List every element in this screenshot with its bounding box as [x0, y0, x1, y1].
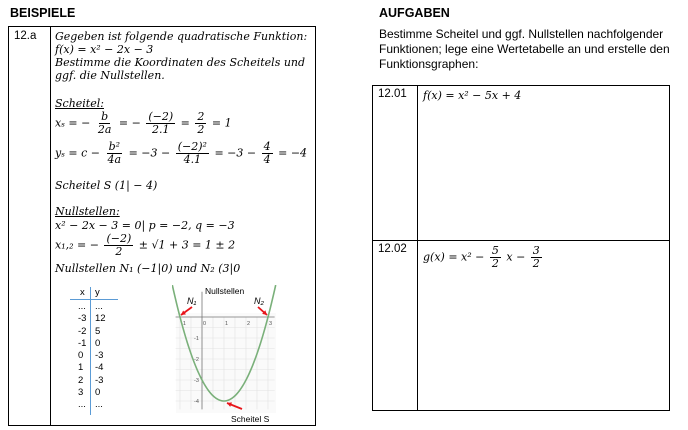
- xs-eq-2: = −: [118, 116, 141, 130]
- task2-prefix: g(x) = x² −: [423, 250, 485, 264]
- scheitel-heading: Scheitel:: [55, 97, 104, 110]
- table-cell-y: 0: [95, 387, 101, 399]
- intro-line-3: Bestimme die Koordinaten des Scheitels und: [55, 56, 306, 69]
- ys-result: = −4: [278, 146, 308, 160]
- xs-equation: [55, 111, 232, 136]
- xs-fraction-1: $\frac{b}{2a}$: [97, 110, 112, 136]
- value-table: [70, 287, 120, 417]
- x-tick-label: 1: [225, 321, 229, 327]
- task2-formula: [423, 245, 544, 270]
- n1-label: N₁: [187, 296, 197, 306]
- table-cell-x: 3: [78, 387, 84, 399]
- nullstellen-result: Nullstellen N₁ (−1|0) und N₂ (3|0: [55, 262, 241, 275]
- table-cell-x: 2: [78, 374, 84, 386]
- tasks-row-separator: [372, 240, 670, 241]
- parabola-graph: [172, 285, 302, 425]
- xs-fraction-2: $\frac{(-2)}{2.1}$: [148, 110, 174, 136]
- x12-label: x₁,₂ = −: [55, 238, 99, 252]
- table-cell-x: -1: [78, 337, 87, 349]
- ys-equation: [55, 141, 307, 166]
- aufgaben-heading: AUFGABEN: [379, 6, 450, 20]
- xs-eq-3: =: [180, 116, 190, 130]
- nullstellen-heading: Nullstellen:: [55, 205, 120, 218]
- table-cell-x: ...: [78, 301, 86, 312]
- table-header-y: y: [95, 287, 100, 298]
- value-table-column-rule: [90, 287, 91, 415]
- scheitel-label: Scheitel S: [231, 414, 270, 424]
- y-tick-label: -4: [194, 399, 199, 405]
- xs-fraction-3: $\frac{2}{2}$: [197, 110, 205, 136]
- intro-line-4: ggf. die Nullstellen.: [55, 69, 165, 82]
- task2-mid: x −: [506, 250, 526, 264]
- x-tick-label: -1: [181, 321, 186, 327]
- x-tick-label: 0: [203, 321, 207, 327]
- x12-fraction: $\frac{(-2)}{2}$: [106, 232, 132, 258]
- ys-eq-3: = −3 −: [214, 146, 257, 160]
- ys-fraction-3: $\frac{4}{4}$: [263, 140, 271, 166]
- beispiele-heading: BEISPIELE: [10, 6, 76, 20]
- table-cell-x: 1: [78, 362, 84, 374]
- xs-label: xₛ = −: [55, 116, 91, 130]
- table-column-y: [95, 301, 106, 412]
- table-cell-y: 12: [95, 313, 106, 325]
- table-cell-y: -3: [95, 350, 104, 362]
- x-tick-label: 3: [269, 321, 273, 327]
- table-cell-x: -2: [78, 325, 87, 337]
- nullstellen-label: Nullstellen: [205, 286, 245, 296]
- ys-fraction-2: $\frac{\text{(−2)²}}{4.1}$: [177, 140, 207, 166]
- table-cell-y: ...: [95, 399, 103, 411]
- table-cell-x: -3: [78, 313, 87, 325]
- task2-number: 12.02: [378, 243, 407, 255]
- task2-fraction-2: $\frac{3}{2}$: [532, 244, 540, 270]
- table-cell-y: ...: [95, 301, 103, 312]
- ys-fraction-1: $\frac{\text{b²}}{4a}$: [107, 140, 122, 166]
- x-tick-label: 2: [247, 321, 251, 327]
- table-cell-y: -4: [95, 362, 104, 374]
- y-tick-label: -2: [194, 357, 199, 363]
- pq-line: x² − 2x − 3 = 0| p = −2, q = −3: [55, 219, 235, 232]
- table-cell-y: -3: [95, 374, 104, 386]
- table-cell-x: ...: [78, 399, 86, 411]
- x12-equation: [55, 233, 235, 258]
- xs-result: = 1: [211, 116, 232, 130]
- table-cell-y: 5: [95, 325, 101, 337]
- ys-label: yₛ = c −: [55, 146, 101, 160]
- scheitel-result: Scheitel S (1| − 4): [55, 179, 158, 192]
- table-cell-y: 0: [95, 337, 101, 349]
- intro-line-1: Gegeben ist folgende quadratische Funktion:: [55, 30, 308, 43]
- task2-fraction-1: $\frac{5}{2}$: [491, 244, 499, 270]
- table-column-x: [78, 301, 86, 412]
- tasks-divider: [417, 85, 418, 411]
- x12-rest: ± √1 + 3 = 1 ± 2: [138, 238, 236, 252]
- table-cell-x: 0: [78, 350, 84, 362]
- example-number: 12.a: [14, 30, 37, 42]
- tasks-intro: Bestimme Scheitel und ggf. Nullstellen nachfolgender Funktionen; lege eine Wertetabelle an und erstelle den Funktionsgraphen:: [379, 27, 670, 71]
- intro-line-2: f(x) = x² − 2x − 3: [55, 43, 154, 56]
- table-header-x: x: [80, 287, 85, 298]
- ys-eq-2: = −3 −: [128, 146, 171, 160]
- n2-label: N₂: [254, 296, 264, 306]
- y-tick-label: -3: [194, 378, 199, 384]
- example-divider: [50, 26, 51, 426]
- task1-formula: f(x) = x² − 5x + 4: [423, 89, 522, 102]
- y-tick-label: -1: [194, 336, 199, 342]
- value-table-header-rule: [70, 299, 118, 300]
- example-intro: [55, 30, 307, 82]
- task1-number: 12.01: [378, 88, 407, 100]
